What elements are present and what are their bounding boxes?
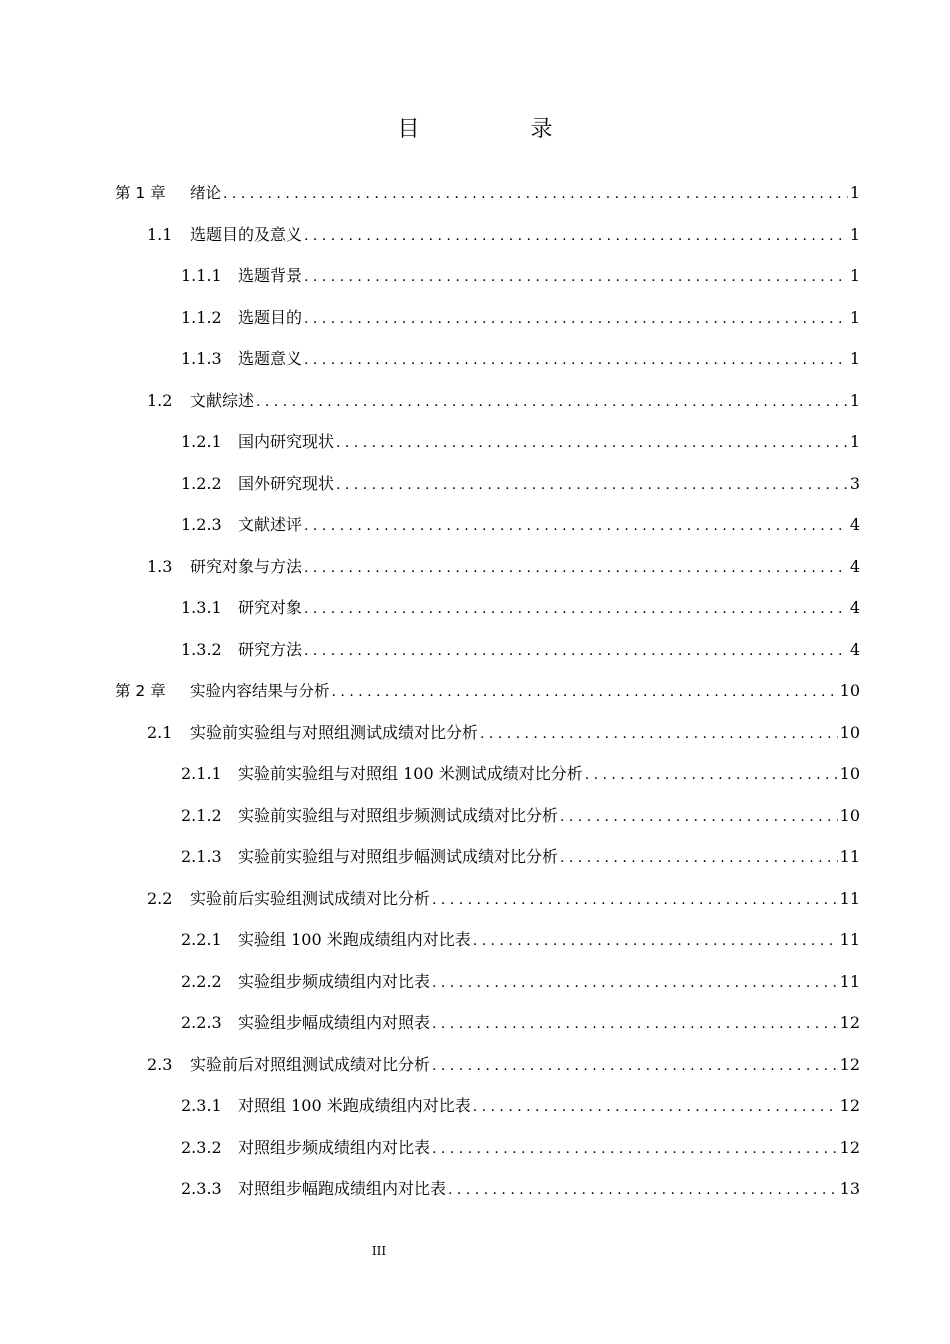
toc-entry[interactable] bbox=[115, 504, 860, 546]
toc-dot-leader bbox=[304, 506, 848, 548]
toc-entry-page: 1 bbox=[849, 349, 860, 368]
toc-dot-leader bbox=[223, 174, 848, 216]
toc-dot-leader bbox=[560, 838, 838, 880]
toc-entry[interactable] bbox=[115, 919, 860, 961]
toc-entry-number: 2.3.1 bbox=[181, 1096, 222, 1115]
toc-entry-title: 对照组步幅跑成绩组内对比表 bbox=[238, 1179, 447, 1198]
toc-entry-page: 10 bbox=[839, 764, 860, 783]
toc-entry-number: 2.1.2 bbox=[181, 805, 222, 825]
toc-entry-page: 1 bbox=[849, 266, 860, 285]
toc-entry-page: 4 bbox=[849, 515, 860, 534]
toc-dot-leader bbox=[336, 465, 848, 507]
toc-entry-page: 13 bbox=[839, 1179, 860, 1198]
toc-dot-leader bbox=[304, 548, 848, 590]
toc-entry-title: 实验内容结果与分析 bbox=[190, 682, 330, 700]
toc-dot-leader bbox=[432, 963, 838, 1005]
toc-entry-title: 国内研究现状 bbox=[238, 432, 335, 451]
toc-entry-page: 11 bbox=[839, 971, 860, 991]
toc-entry-number: 2.2.1 bbox=[181, 930, 222, 949]
toc-entry-number: 1.3.2 bbox=[181, 639, 222, 659]
toc-entry-number: 2.2.2 bbox=[181, 971, 222, 991]
toc-entry[interactable] bbox=[115, 1044, 860, 1086]
toc-entry[interactable] bbox=[115, 1168, 860, 1210]
toc-dot-leader bbox=[432, 880, 838, 922]
toc-entry-title: 选题背景 bbox=[238, 266, 303, 285]
page-title: 目 录 bbox=[397, 117, 605, 142]
toc-entry[interactable] bbox=[115, 463, 860, 505]
toc-entry-number: 2.3.3 bbox=[181, 1179, 222, 1198]
toc-entry-page: 12 bbox=[839, 1096, 860, 1115]
toc-entry-title: 文献述评 bbox=[238, 515, 303, 534]
toc-dot-leader bbox=[448, 1170, 838, 1212]
toc-entry-number: 1.3 bbox=[147, 556, 173, 576]
toc-entry-title: 实验组步幅成绩组内对照表 bbox=[238, 1013, 431, 1032]
toc-entry[interactable] bbox=[115, 587, 860, 629]
toc-entry-number: 第 1 章 bbox=[115, 184, 166, 202]
toc-entry[interactable] bbox=[115, 1127, 860, 1169]
toc-entry-number: 1.2.2 bbox=[181, 473, 222, 493]
toc-entry-page: 3 bbox=[849, 473, 860, 493]
toc-dot-leader bbox=[560, 797, 838, 839]
toc-entry-page: 10 bbox=[839, 681, 860, 700]
toc-entry-number: 2.1 bbox=[147, 722, 173, 742]
toc-entry-number: 1.2.1 bbox=[181, 432, 222, 451]
toc-entry[interactable] bbox=[115, 1002, 860, 1044]
toc-entry-title: 实验前实验组与对照组 100 米测试成绩对比分析 bbox=[238, 764, 583, 783]
toc-entry-title: 对照组 100 米跑成绩组内对比表 bbox=[238, 1096, 471, 1115]
toc-entry-title: 实验前后实验组测试成绩对比分析 bbox=[190, 888, 431, 908]
toc-dot-leader bbox=[304, 216, 848, 258]
toc-dot-leader bbox=[304, 631, 848, 673]
toc-entry-title: 研究方法 bbox=[238, 639, 303, 659]
toc-dot-leader bbox=[336, 423, 848, 465]
toc-entry-page: 11 bbox=[839, 888, 860, 908]
toc-entry-number: 2.2 bbox=[147, 888, 173, 908]
toc-entry-number: 1.1.1 bbox=[181, 266, 222, 285]
toc-dot-leader bbox=[304, 299, 848, 341]
toc-entry-title: 选题目的 bbox=[238, 307, 303, 327]
toc-entry-page: 4 bbox=[849, 639, 860, 659]
toc-entry[interactable] bbox=[115, 629, 860, 671]
toc-entry-page: 10 bbox=[839, 722, 860, 742]
toc-entry[interactable] bbox=[115, 546, 860, 588]
toc-entry-page: 11 bbox=[839, 847, 860, 866]
toc-entry-title: 研究对象 bbox=[238, 598, 303, 617]
toc-entry-number: 2.1.1 bbox=[181, 764, 222, 783]
toc-entry-title: 实验前实验组与对照组测试成绩对比分析 bbox=[190, 722, 479, 742]
toc-entry-page: 4 bbox=[849, 598, 860, 617]
toc-entry-title: 研究对象与方法 bbox=[190, 556, 303, 576]
toc-entry[interactable] bbox=[115, 836, 860, 878]
toc-dot-leader bbox=[432, 1129, 838, 1171]
toc-entry-number: 2.1.3 bbox=[181, 847, 222, 866]
toc-entry-title: 实验组步频成绩组内对比表 bbox=[238, 971, 431, 991]
toc-entry[interactable] bbox=[115, 712, 860, 754]
toc-dot-leader bbox=[304, 257, 848, 299]
toc-entry[interactable] bbox=[115, 961, 860, 1003]
toc-entry-page: 11 bbox=[839, 930, 860, 949]
toc-entry-number: 1.1.2 bbox=[181, 307, 222, 327]
toc-dot-leader bbox=[432, 1004, 838, 1046]
toc-dot-leader bbox=[332, 672, 838, 714]
toc-entry-number: 第 2 章 bbox=[115, 682, 166, 700]
toc-dot-leader bbox=[256, 382, 848, 424]
toc-entry-number: 2.3.2 bbox=[181, 1137, 222, 1157]
toc-entry-page: 1 bbox=[849, 432, 860, 451]
toc-entry-number: 1.2.3 bbox=[181, 515, 222, 534]
toc-dot-leader bbox=[304, 340, 848, 382]
toc-dot-leader bbox=[480, 714, 838, 756]
toc-list bbox=[115, 172, 860, 1210]
toc-entry-page: 12 bbox=[839, 1137, 860, 1157]
toc-entry[interactable] bbox=[115, 795, 860, 837]
toc-entry-page: 1 bbox=[849, 390, 860, 410]
toc-dot-leader bbox=[304, 589, 848, 631]
toc-entry-page: 12 bbox=[839, 1013, 860, 1032]
toc-entry-title: 实验前实验组与对照组步幅测试成绩对比分析 bbox=[238, 847, 559, 866]
toc-dot-leader bbox=[473, 921, 838, 963]
toc-entry-title: 文献综述 bbox=[190, 390, 255, 410]
toc-entry[interactable] bbox=[115, 421, 860, 463]
toc-entry-title: 实验前后对照组测试成绩对比分析 bbox=[190, 1054, 431, 1074]
toc-entry-title: 绪论 bbox=[190, 184, 222, 202]
toc-entry[interactable] bbox=[115, 297, 860, 339]
toc-entry-page: 1 bbox=[849, 307, 860, 327]
toc-entry-number: 1.1.3 bbox=[181, 349, 222, 368]
toc-entry-number: 2.3 bbox=[147, 1054, 173, 1074]
toc-entry[interactable] bbox=[115, 255, 860, 297]
toc-entry-number: 1.2 bbox=[147, 390, 173, 410]
toc-entry[interactable] bbox=[115, 338, 860, 380]
toc-entry-number: 1.1 bbox=[147, 224, 173, 244]
toc-entry-number: 2.2.3 bbox=[181, 1013, 222, 1032]
toc-dot-leader bbox=[432, 1046, 838, 1088]
toc-entry[interactable] bbox=[115, 1085, 860, 1127]
toc-entry-title: 实验组 100 米跑成绩组内对比表 bbox=[238, 930, 471, 949]
toc-dot-leader bbox=[473, 1087, 838, 1129]
toc-entry-page: 1 bbox=[849, 224, 860, 244]
toc-dot-leader bbox=[585, 755, 838, 797]
toc-entry[interactable] bbox=[115, 878, 860, 920]
toc-entry-title: 对照组步频成绩组内对比表 bbox=[238, 1137, 431, 1157]
toc-entry[interactable] bbox=[115, 753, 860, 795]
toc-entry-title: 选题意义 bbox=[238, 349, 303, 368]
toc-entry-title: 国外研究现状 bbox=[238, 473, 335, 493]
toc-entry-page: 10 bbox=[839, 805, 860, 825]
toc-entry-page: 4 bbox=[849, 556, 860, 576]
toc-entry[interactable] bbox=[115, 214, 860, 256]
toc-entry-number: 1.3.1 bbox=[181, 598, 222, 617]
toc-entry-title: 选题目的及意义 bbox=[190, 224, 303, 244]
toc-entry-page: 12 bbox=[839, 1054, 860, 1074]
toc-entry-page: 1 bbox=[849, 183, 860, 202]
page-number: III bbox=[371, 1244, 387, 1258]
toc-entry-title: 实验前实验组与对照组步频测试成绩对比分析 bbox=[238, 805, 559, 825]
toc-entry[interactable] bbox=[115, 380, 860, 422]
toc-entry[interactable] bbox=[115, 670, 860, 712]
toc-entry[interactable] bbox=[115, 172, 860, 214]
